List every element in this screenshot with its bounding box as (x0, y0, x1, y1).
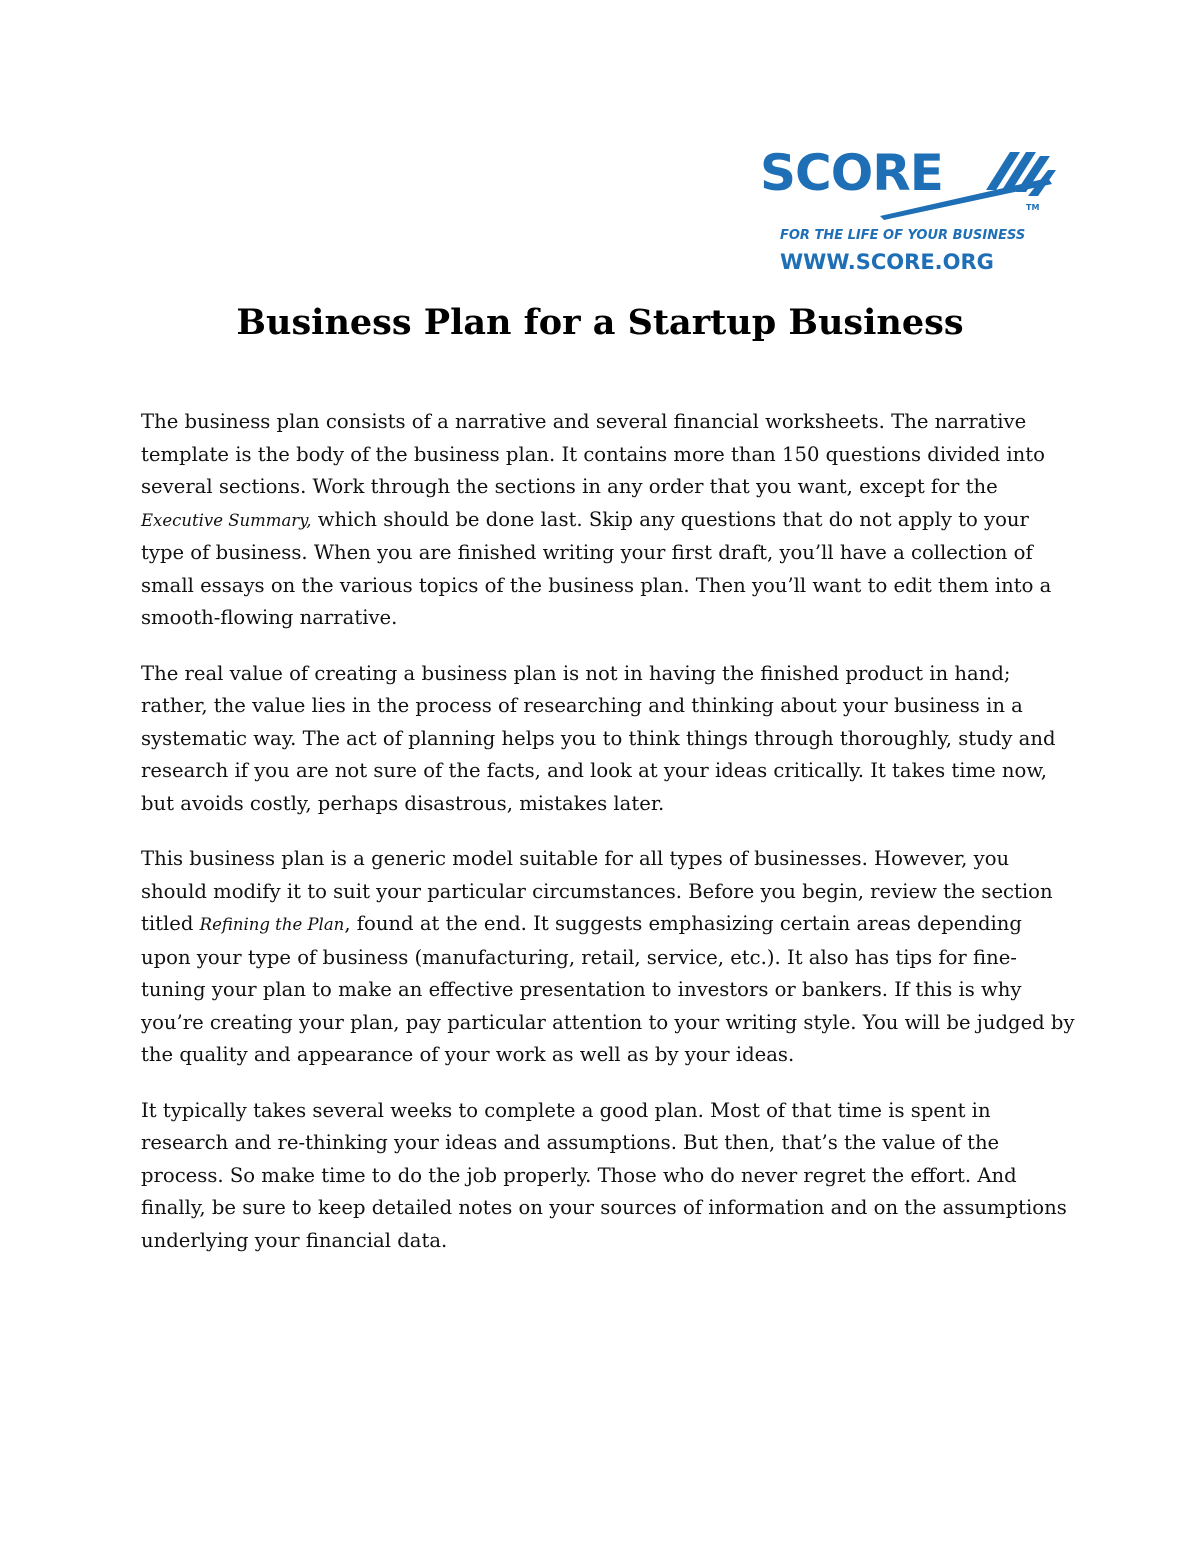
paragraph-4: It typically takes several weeks to complete a good plan. Most of that time is spent in research and re-thinking your ideas and assumptions. But then, that’s the value of the process. So make time to do the job properly. Those who do never regret the effort. And finally, be sure to keep detailed notes on your sources of information and on the assumptions underlying your financial data. (141, 1098, 1067, 1252)
paragraph-3 (141, 843, 1076, 1072)
logo-wordmark: SCORE (760, 144, 943, 202)
logo-url: WWW.SCORE.ORG (780, 250, 994, 274)
document-body (141, 406, 1076, 1280)
trademark-mark: TM (1026, 203, 1040, 212)
document-title: Business Plan for a Startup Business (236, 302, 964, 343)
refining-the-plan-reference: Refining the Plan (199, 915, 345, 934)
score-logo (758, 140, 1058, 280)
paragraph-1-text-b: which should be done last. Skip any questions that do not apply to your type of business. When you are finished writing your first draft, you’ll have a collection of small essays on the various topics of the business plan. Then you’ll want to edit them into a smooth-flowing narrative. (141, 507, 1052, 629)
executive-summary-reference: Executive Summary, (141, 510, 312, 530)
paragraph-3-text-b: , found at the end. It suggests emphasizing certain areas depending upon your type of business (manufacturing, retail, service, etc.). It also has tips for fine-tuning your plan to make an effective presentation to investors or bankers. If this is why you’re creating your plan, pay particular attention to your writing style. You will be judged by the quality and appearance of your work as well as by your ideas. (141, 912, 1075, 1066)
paragraph-2: The real value of creating a business plan is not in having the finished product in hand; rather, the value lies in the process of researching and thinking about your business in a systematic way. The act of planning helps you to think things through thoroughly, study and research if you are not sure of the facts, and look at your ideas critically. It takes time now, but avoids costly, perhaps disastrous, mistakes later. (141, 661, 1056, 815)
paragraph-1-text-a: The business plan consists of a narrative and several financial worksheets. The narrative template is the body of the business plan. It contains more than 150 questions divided into several sections. Work through the sections in any order that you want, except for the (141, 410, 1045, 498)
paragraph-1 (141, 406, 1076, 635)
logo-tagline: FOR THE LIFE OF YOUR BUSINESS (780, 228, 1026, 243)
paragraph-3-text-a: This business plan is a generic model suitable for all types of businesses. However, you should modify it to suit your particular circumstances. Before you begin, review the section titled (141, 847, 1053, 935)
